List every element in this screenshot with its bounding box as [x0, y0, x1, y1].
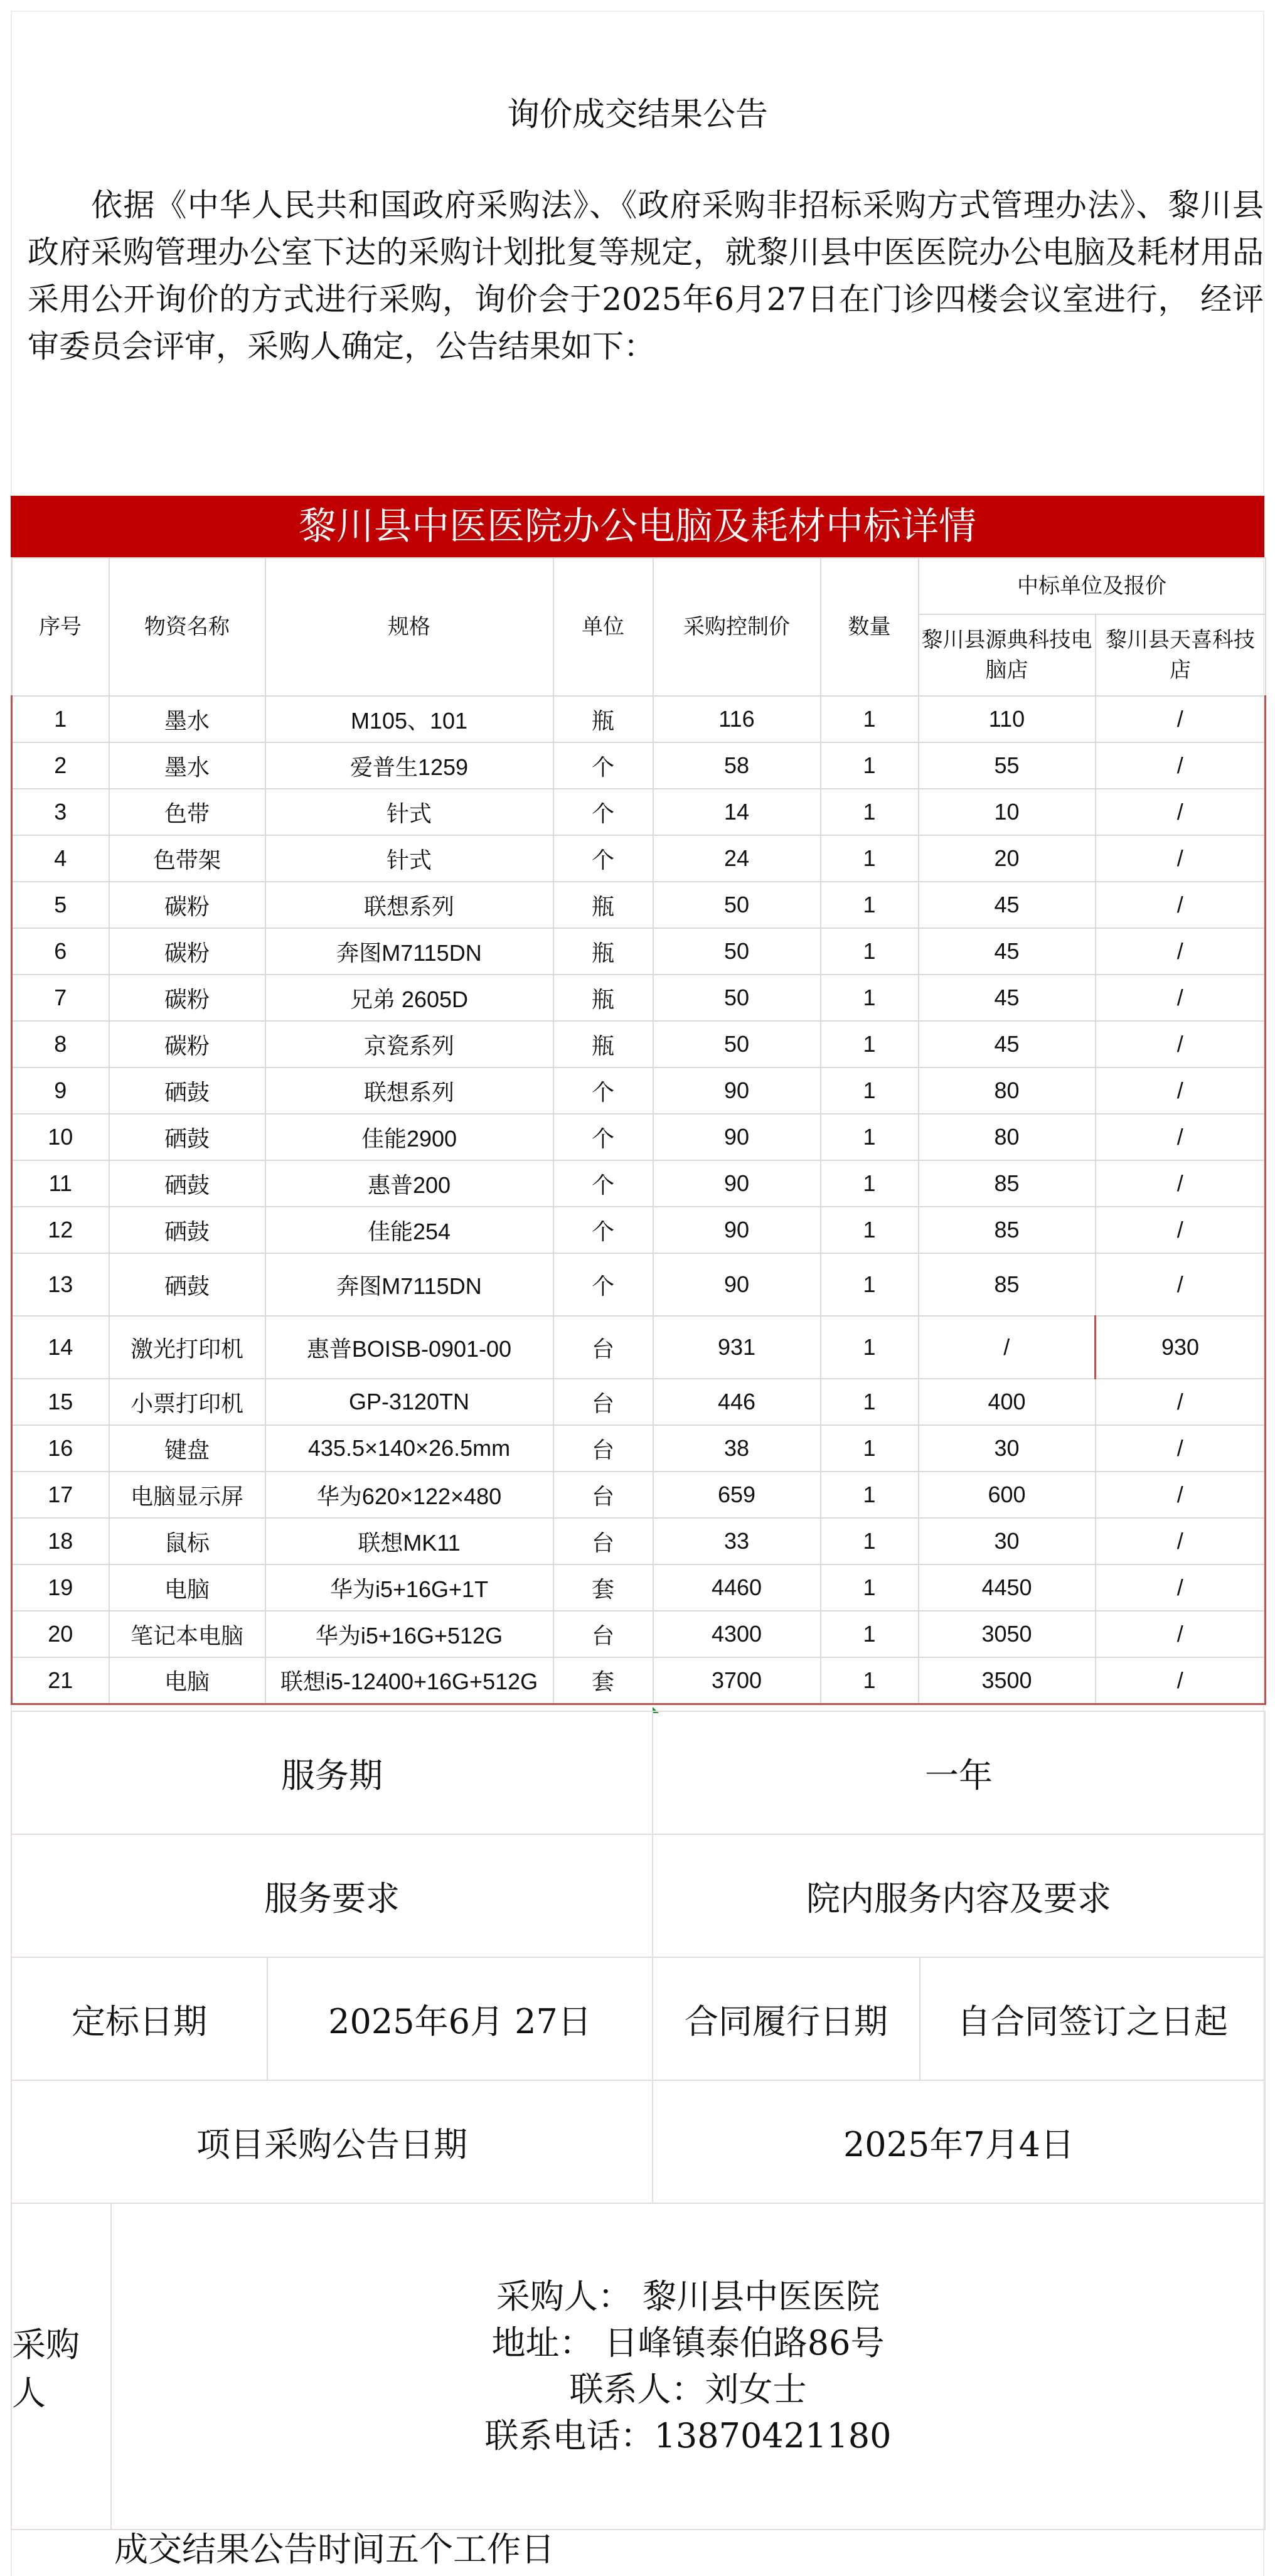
row-vendor1-price: 85: [919, 1207, 1096, 1253]
row-control-price: 931: [653, 1316, 821, 1379]
row-spec: 兄弟 2605D: [265, 975, 553, 1021]
row-control-price: 90: [653, 1067, 821, 1114]
table-row: [12, 1021, 1266, 1067]
table-row: [12, 1379, 1266, 1425]
row-vendor2-price: /: [1096, 835, 1266, 882]
row-spec: 华为i5+16G+1T: [265, 1564, 553, 1611]
row-no: 10: [12, 1114, 109, 1160]
row-qty: 1: [821, 882, 919, 928]
row-qty: 1: [821, 789, 919, 835]
header-vendor2: 黎川县天喜科技店: [1096, 614, 1266, 696]
header-name: 物资名称: [109, 558, 265, 696]
table-row: [12, 975, 1266, 1021]
row-unit: 个: [553, 742, 653, 789]
table-row: [12, 696, 1266, 742]
row-qty: 1: [821, 835, 919, 882]
row-unit: 台: [553, 1425, 653, 1472]
row-no: 20: [12, 1611, 109, 1657]
row-qty: 1: [821, 1425, 919, 1472]
row-vendor2-price: /: [1096, 928, 1266, 975]
table-row: [12, 1472, 1266, 1518]
row-vendor1-price: 10: [919, 789, 1096, 835]
table-row: [12, 835, 1266, 882]
header-qty: 数量: [821, 558, 919, 696]
row-vendor2-price: /: [1096, 1253, 1266, 1316]
row-spec: 惠普200: [265, 1160, 553, 1207]
row-no: 13: [12, 1253, 109, 1316]
row-qty: 1: [821, 1564, 919, 1611]
row-unit: 瓶: [553, 928, 653, 975]
row-control-price: 50: [653, 928, 821, 975]
table-row: [12, 1067, 1266, 1114]
row-unit: 台: [553, 1472, 653, 1518]
row-item-name: 键盘: [109, 1425, 265, 1472]
row-no: 16: [12, 1425, 109, 1472]
row-qty: 1: [821, 1316, 919, 1379]
table-row: [12, 882, 1266, 928]
table-row: [12, 1160, 1266, 1207]
award-date-label: 定标日期: [11, 1957, 267, 2080]
items-table: [11, 557, 1266, 1705]
row-no: 19: [12, 1564, 109, 1611]
row-item-name: 硒鼓: [109, 1067, 265, 1114]
row-vendor2-price: /: [1096, 1472, 1266, 1518]
table-row: [12, 1518, 1266, 1564]
table-row: [12, 1425, 1266, 1472]
header-vendor1: 黎川县源典科技电脑店: [919, 614, 1096, 696]
row-vendor1-price: 85: [919, 1160, 1096, 1207]
row-vendor2-price: /: [1096, 1657, 1266, 1704]
row-qty: 1: [821, 928, 919, 975]
row-spec: 惠普BOISB-0901-00: [265, 1316, 553, 1379]
service-period-value: 一年: [653, 1711, 1265, 1834]
row-vendor2-price: /: [1096, 975, 1266, 1021]
row-item-name: 鼠标: [109, 1518, 265, 1564]
row-unit: 套: [553, 1657, 653, 1704]
row-vendor1-price: 20: [919, 835, 1096, 882]
row-qty: 1: [821, 1472, 919, 1518]
row-control-price: 446: [653, 1379, 821, 1425]
row-no: 7: [12, 975, 109, 1021]
row-qty: 1: [821, 1253, 919, 1316]
row-unit: 瓶: [553, 975, 653, 1021]
row-qty: 1: [821, 742, 919, 789]
row-vendor2-price: /: [1096, 1425, 1266, 1472]
table-row: [12, 928, 1266, 975]
row-qty: 1: [821, 1160, 919, 1207]
row-spec: 奔图M7115DN: [265, 928, 553, 975]
header-control-price: 采购控制价: [653, 558, 821, 696]
intro-text: 依据《中华人民共和国政府采购法》、《政府采购非招标采购方式管理办法》、黎川县政府采购管理办公室下达的采购计划批复等规定，就黎川县中医医院办公电脑及耗材用品采用公开询价的方式进行采购，询价会于2025年6月27日在门诊四楼会议室进行， 经评审委员会评审，采购人确定，公告结果如下：: [28, 187, 1264, 365]
row-vendor1-price: 80: [919, 1114, 1096, 1160]
row-no: 4: [12, 835, 109, 882]
row-vendor2-price: /: [1096, 1207, 1266, 1253]
row-spec: 针式: [265, 789, 553, 835]
row-qty: 1: [821, 1518, 919, 1564]
row-item-name: 电脑显示屏: [109, 1472, 265, 1518]
header-spec: 规格: [265, 558, 553, 696]
header-unit: 单位: [553, 558, 653, 696]
row-spec: 联想系列: [265, 1067, 553, 1114]
row-unit: 瓶: [553, 1021, 653, 1067]
row-spec: 针式: [265, 835, 553, 882]
row-item-name: 电脑: [109, 1657, 265, 1704]
row-no: 1: [12, 696, 109, 742]
table-banner: 黎川县中医医院办公电脑及耗材中标详情: [11, 496, 1264, 557]
row-qty: 1: [821, 1657, 919, 1704]
table-row: [12, 1316, 1266, 1379]
row-qty: 1: [821, 975, 919, 1021]
row-vendor2-price: /: [1096, 1564, 1266, 1611]
row-control-price: 90: [653, 1207, 821, 1253]
row-no: 6: [12, 928, 109, 975]
award-date-value: 2025年6月 27日: [267, 1957, 653, 2080]
table-body: [12, 696, 1266, 1704]
announcement-period-note: 成交结果公告时间五个工作日: [114, 2530, 555, 2569]
purchaser-contact-block: [111, 2203, 1265, 2530]
row-no: 21: [12, 1657, 109, 1704]
row-no: 2: [12, 742, 109, 789]
service-req-label: 服务要求: [11, 1834, 653, 1957]
row-item-name: 色带架: [109, 835, 265, 882]
row-control-price: 50: [653, 882, 821, 928]
service-period-label: 服务期: [11, 1711, 653, 1834]
row-spec: 联想i5-12400+16G+512G: [265, 1657, 553, 1704]
purchaser-name: 采购人： 黎川县中医医院: [496, 2277, 880, 2316]
row-control-price: 3700: [653, 1657, 821, 1704]
row-vendor2-price: /: [1096, 696, 1266, 742]
row-vendor1-price: 80: [919, 1067, 1096, 1114]
row-vendor1-price: 30: [919, 1518, 1096, 1564]
row-unit: 个: [553, 1207, 653, 1253]
row-spec: 华为620×122×480: [265, 1472, 553, 1518]
row-control-price: 659: [653, 1472, 821, 1518]
row-vendor1-price: 45: [919, 1021, 1096, 1067]
purchaser-contact-person: 联系人：刘女士: [569, 2370, 807, 2409]
row-vendor1-price: 55: [919, 742, 1096, 789]
row-vendor1-price: 110: [919, 696, 1096, 742]
row-item-name: 墨水: [109, 696, 265, 742]
row-unit: 台: [553, 1316, 653, 1379]
row-unit: 台: [553, 1518, 653, 1564]
header-winner-group: 中标单位及报价: [919, 558, 1266, 614]
row-vendor2-price: /: [1096, 1160, 1266, 1207]
row-item-name: 笔记本电脑: [109, 1611, 265, 1657]
row-qty: 1: [821, 1067, 919, 1114]
row-spec: 京瓷系列: [265, 1021, 553, 1067]
info-table: [11, 1711, 1266, 2530]
row-spec: M105、101: [265, 696, 553, 742]
row-no: 15: [12, 1379, 109, 1425]
row-vendor2-price: /: [1096, 789, 1266, 835]
row-no: 8: [12, 1021, 109, 1067]
row-item-name: 碳粉: [109, 928, 265, 975]
row-unit: 台: [553, 1611, 653, 1657]
row-vendor2-price: /: [1096, 1021, 1266, 1067]
row-spec: 爱普生1259: [265, 742, 553, 789]
table-row: [12, 1207, 1266, 1253]
row-vendor1-price: 85: [919, 1253, 1096, 1316]
row-qty: 1: [821, 1379, 919, 1425]
row-vendor1-price: 45: [919, 882, 1096, 928]
row-unit: 个: [553, 835, 653, 882]
row-item-name: 硒鼓: [109, 1253, 265, 1316]
row-control-price: 90: [653, 1160, 821, 1207]
row-spec: 联想系列: [265, 882, 553, 928]
row-item-name: 电脑: [109, 1564, 265, 1611]
row-spec: 佳能254: [265, 1207, 553, 1253]
row-no: 11: [12, 1160, 109, 1207]
row-unit: 个: [553, 1114, 653, 1160]
table-row: [12, 742, 1266, 789]
row-item-name: 硒鼓: [109, 1207, 265, 1253]
row-vendor2-price: /: [1096, 882, 1266, 928]
header-no: 序号: [12, 558, 109, 696]
row-item-name: 碳粉: [109, 975, 265, 1021]
row-qty: 1: [821, 1611, 919, 1657]
row-spec: 435.5×140×26.5mm: [265, 1425, 553, 1472]
row-vendor1-price: 3500: [919, 1657, 1096, 1704]
row-vendor2-price: /: [1096, 1379, 1266, 1425]
table-row: [12, 1564, 1266, 1611]
row-item-name: 硒鼓: [109, 1114, 265, 1160]
row-no: 17: [12, 1472, 109, 1518]
row-no: 12: [12, 1207, 109, 1253]
row-vendor1-price: 45: [919, 928, 1096, 975]
row-qty: 1: [821, 1207, 919, 1253]
row-vendor2-price: /: [1096, 1611, 1266, 1657]
row-vendor1-price: /: [919, 1316, 1096, 1379]
row-unit: 套: [553, 1564, 653, 1611]
row-control-price: 38: [653, 1425, 821, 1472]
row-spec: 华为i5+16G+512G: [265, 1611, 553, 1657]
row-vendor1-price: 600: [919, 1472, 1096, 1518]
row-unit: 台: [553, 1379, 653, 1425]
row-vendor2-price: /: [1096, 1114, 1266, 1160]
row-vendor2-price: /: [1096, 1067, 1266, 1114]
row-vendor1-price: 4450: [919, 1564, 1096, 1611]
row-item-name: 硒鼓: [109, 1160, 265, 1207]
row-unit: 个: [553, 1067, 653, 1114]
row-unit: 个: [553, 1160, 653, 1207]
row-control-price: 90: [653, 1114, 821, 1160]
table-row: [12, 1657, 1266, 1704]
announce-date-value: 2025年7月4日: [653, 2080, 1265, 2203]
row-no: 9: [12, 1067, 109, 1114]
row-spec: GP-3120TN: [265, 1379, 553, 1425]
row-control-price: 4300: [653, 1611, 821, 1657]
intro-paragraph: [28, 182, 1264, 370]
table-row: [12, 1253, 1266, 1316]
row-vendor2-price: /: [1096, 742, 1266, 789]
row-control-price: 33: [653, 1518, 821, 1564]
row-control-price: 90: [653, 1253, 821, 1316]
row-spec: 奔图M7115DN: [265, 1253, 553, 1316]
announce-date-label: 项目采购公告日期: [11, 2080, 653, 2203]
purchaser-label: 采购人: [11, 2203, 111, 2530]
row-control-price: 4460: [653, 1564, 821, 1611]
row-unit: 个: [553, 789, 653, 835]
row-vendor1-price: 45: [919, 975, 1096, 1021]
row-unit: 瓶: [553, 882, 653, 928]
row-qty: 1: [821, 1114, 919, 1160]
row-no: 5: [12, 882, 109, 928]
row-item-name: 碳粉: [109, 882, 265, 928]
row-unit: 个: [553, 1253, 653, 1316]
row-vendor1-price: 30: [919, 1425, 1096, 1472]
row-item-name: 小票打印机: [109, 1379, 265, 1425]
row-no: 3: [12, 789, 109, 835]
page-title: 询价成交结果公告: [506, 96, 768, 134]
table-row: [12, 1611, 1266, 1657]
row-vendor1-price: 400: [919, 1379, 1096, 1425]
row-no: 18: [12, 1518, 109, 1564]
row-control-price: 24: [653, 835, 821, 882]
row-control-price: 50: [653, 975, 821, 1021]
table-header: [12, 558, 1266, 696]
row-vendor2-price: /: [1096, 1518, 1266, 1564]
row-control-price: 14: [653, 789, 821, 835]
contract-date-label: 合同履行日期: [653, 1957, 920, 2080]
row-unit: 瓶: [553, 696, 653, 742]
row-vendor1-price: 3050: [919, 1611, 1096, 1657]
purchaser-phone: 联系电话：13870421180: [484, 2416, 892, 2456]
table-row: [12, 1114, 1266, 1160]
row-item-name: 墨水: [109, 742, 265, 789]
row-control-price: 50: [653, 1021, 821, 1067]
row-item-name: 激光打印机: [109, 1316, 265, 1379]
row-qty: 1: [821, 696, 919, 742]
row-vendor2-price: 930: [1096, 1316, 1266, 1379]
table-row: [12, 789, 1266, 835]
row-control-price: 116: [653, 696, 821, 742]
service-req-value: 院内服务内容及要求: [653, 1834, 1265, 1957]
row-spec: 佳能2900: [265, 1114, 553, 1160]
row-qty: 1: [821, 1021, 919, 1067]
row-control-price: 58: [653, 742, 821, 789]
row-item-name: 色带: [109, 789, 265, 835]
row-no: 14: [12, 1316, 109, 1379]
row-item-name: 碳粉: [109, 1021, 265, 1067]
row-spec: 联想MK11: [265, 1518, 553, 1564]
purchaser-address: 地址： 日峰镇泰伯路86号: [491, 2323, 885, 2363]
contract-date-value: 自合同签订之日起: [920, 1957, 1265, 2080]
